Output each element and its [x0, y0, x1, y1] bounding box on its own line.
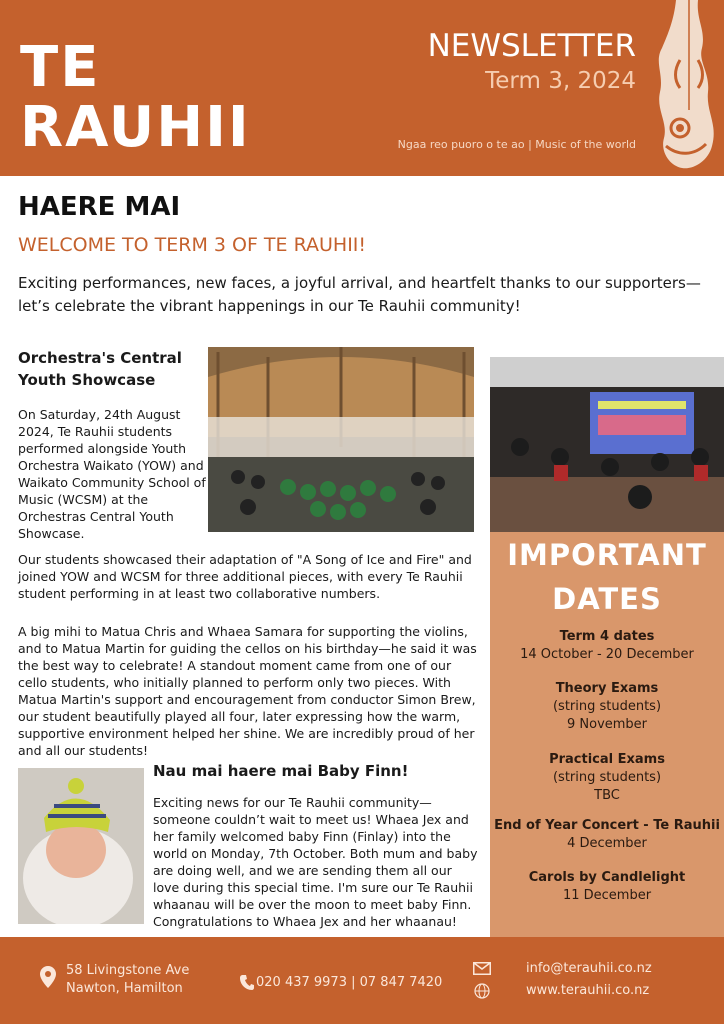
- baby-photo: [18, 768, 144, 924]
- date-item: [490, 628, 724, 664]
- date-title: Term 4 dates: [559, 629, 655, 644]
- mail-icon: [473, 962, 491, 975]
- violin-icon: [646, 0, 724, 176]
- newsletter-term: Term 3, 2024: [485, 68, 636, 94]
- date-item: [490, 869, 724, 905]
- baby-heading: Nau mai haere mai Baby Finn!: [153, 762, 409, 780]
- logo-line-1: TE: [20, 35, 101, 100]
- date-item: [490, 680, 724, 734]
- phone-icon: [240, 974, 254, 990]
- location-pin-icon: [40, 966, 56, 988]
- orchestra-photo: [208, 347, 474, 532]
- date-title: Carols by Candlelight: [528, 870, 686, 885]
- intro-subheading: WELCOME TO TERM 3 OF TE RAUHII!: [18, 234, 367, 256]
- date-line: 4 December: [567, 836, 647, 851]
- footer-address-line-1: 58 Livingstone Ave: [66, 963, 190, 978]
- date-item: [490, 751, 724, 805]
- important-dates-heading-2: DATES: [552, 582, 662, 616]
- newsletter-title: NEWSLETTER: [427, 28, 636, 64]
- globe-icon: [474, 983, 490, 999]
- footer-website[interactable]: www.terauhii.co.nz: [526, 983, 650, 998]
- intro-text: Exciting performances, new faces, a joyful arrival, and heartfelt thanks to our supporters—let’s celebrate the vibrant happenings in our Te Rauhii community!: [18, 274, 701, 315]
- footer-email[interactable]: info@terauhii.co.nz: [526, 961, 652, 976]
- date-item: [490, 817, 724, 853]
- important-dates-heading-1: IMPORTANT: [507, 538, 707, 572]
- footer-phone[interactable]: 020 437 9973 | 07 847 7420: [256, 975, 443, 990]
- date-line: (string students): [552, 770, 662, 785]
- date-line: 9 November: [566, 717, 648, 732]
- date-line: 14 October - 20 December: [520, 647, 694, 662]
- intro-heading: HAERE MAI: [18, 192, 181, 222]
- date-line: 11 December: [562, 888, 652, 903]
- date-title: Theory Exams: [555, 681, 659, 696]
- logo-line-2: RAUHII: [20, 95, 251, 160]
- classroom-photo: [490, 357, 724, 532]
- orchestra-heading: Orchestra's Central Youth Showcase: [18, 349, 182, 389]
- footer-address-line-2: Nawton, Hamilton: [66, 981, 183, 996]
- orchestra-paragraph-3: A big mihi to Matua Chris and Whaea Samara for supporting the violins, and to Matua Martin for guiding the cellos on his birthday—he said it was the best way to celebrate! A standout moment came from one of our cello students, who initially planned to perform only two pieces. With Matua Martin's support and encouragement from conductor Simon Brew, our student beautifully played all four, later expressing how the warm, supportive environment helped her shine. We are incredibly proud of her and all our students!: [18, 624, 477, 758]
- orchestra-paragraph-2: Our students showcased their adaptation of "A Song of Ice and Fire" and joined YOW and WCSM for three additional pieces, with every Te Rauhii student performing in at least two collaborative numbers.: [18, 552, 472, 601]
- date-title: End of Year Concert - Te Rauhii: [494, 818, 720, 833]
- newsletter-tagline: Ngaa reo puoro o te ao | Music of the world: [397, 138, 636, 151]
- date-title: Practical Exams: [549, 752, 665, 767]
- date-line: TBC: [594, 788, 620, 803]
- orchestra-paragraph-1: On Saturday, 24th August 2024, Te Rauhii students performed alongside Youth Orchestra Waikato (YOW) and Waikato Community School of Music (WCSM) at the Orchestras Central Youth Showcase.: [18, 407, 206, 541]
- date-line: (string students): [552, 699, 662, 714]
- baby-text: Exciting news for our Te Rauhii community—someone couldn’t wait to meet us! Whaea Jex and her family welcomed baby Finn (Finlay) into the world on Monday, 7th October. Both mum and baby are doing well, and we are sending them all our love during this special time. I'm sure our Te Rauhii whaanau will be over the moon to meet baby Finn. Congratulations to Whaea Jex and her whaanau!: [153, 795, 478, 929]
